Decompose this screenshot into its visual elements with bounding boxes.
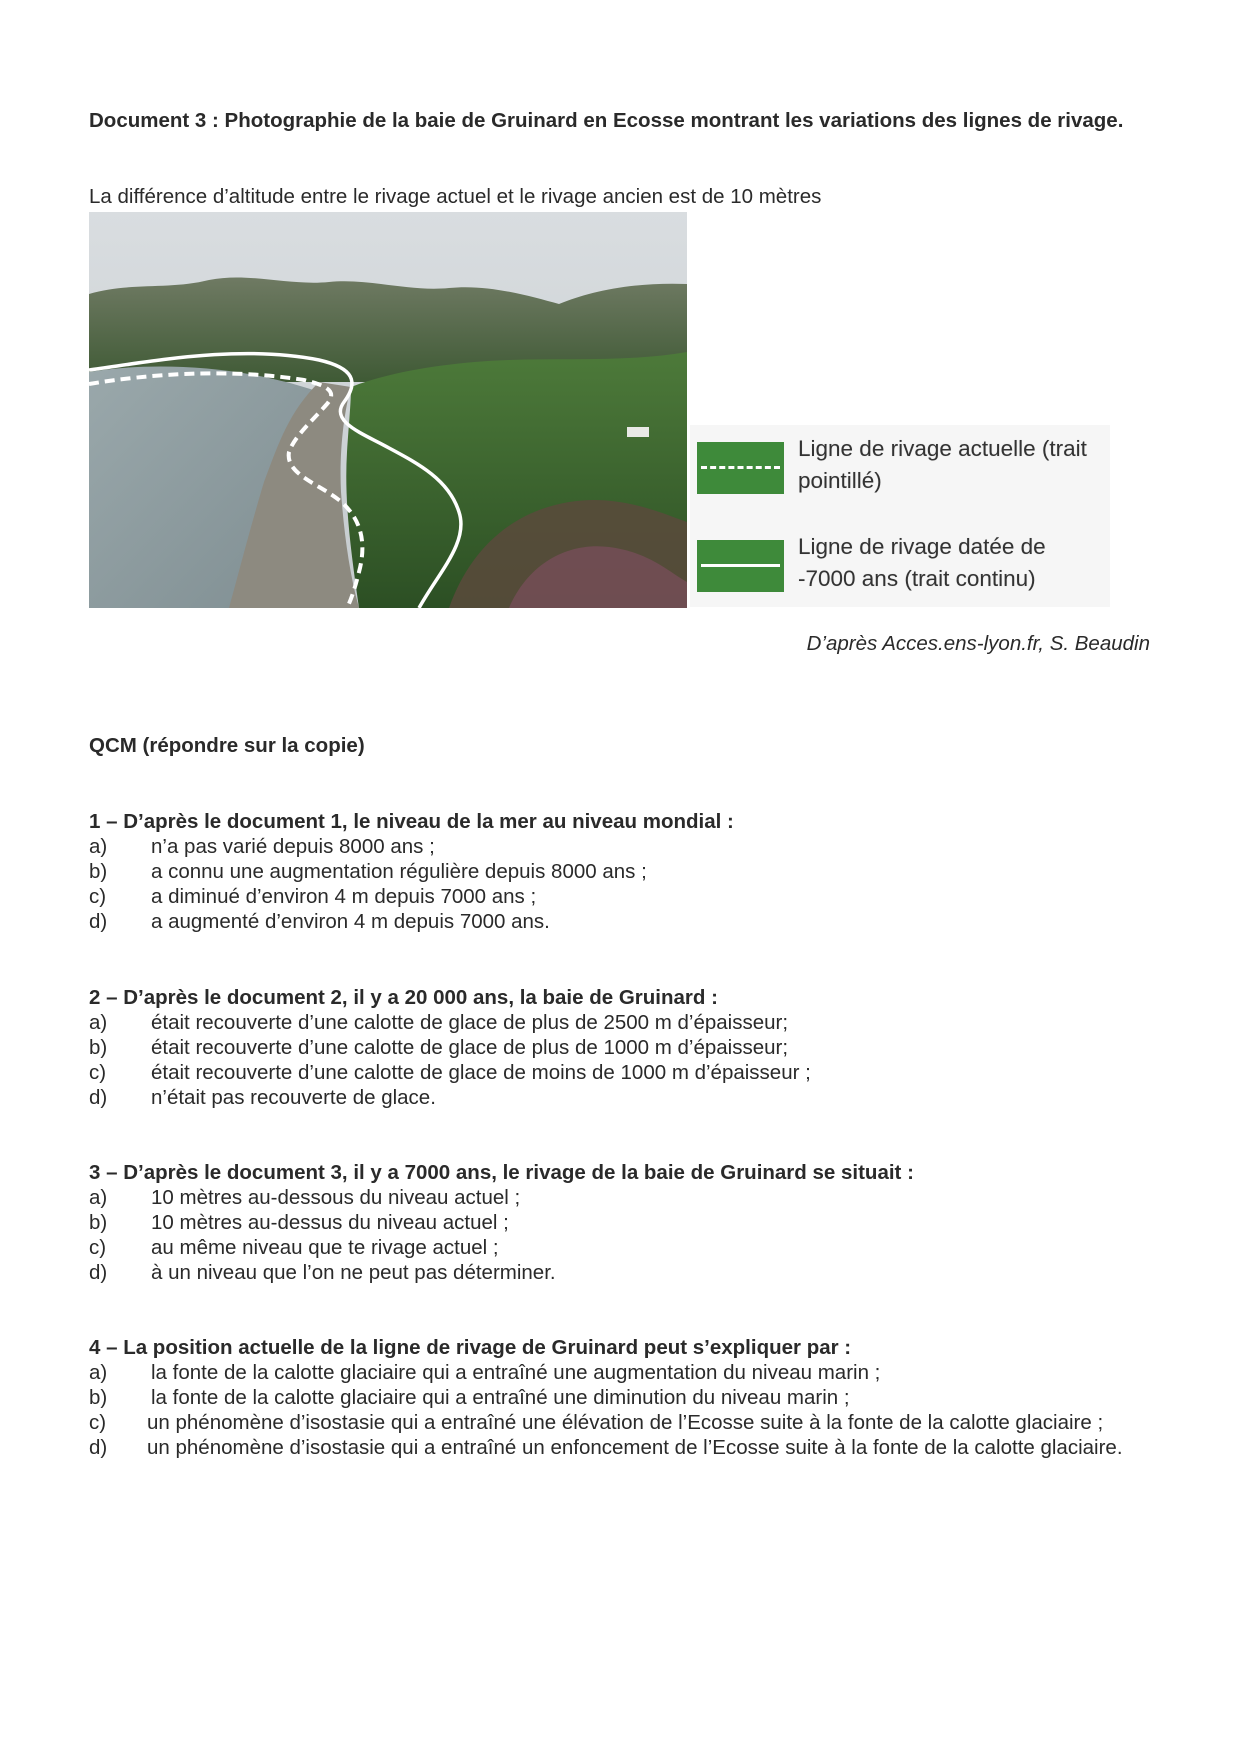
option-letter: d): [89, 1261, 108, 1284]
qcm-title: QCM (répondre sur la copie): [89, 734, 365, 757]
option-letter: b): [89, 1211, 108, 1234]
option-letter: c): [89, 885, 107, 908]
legend-current-shoreline: Ligne de rivage actuelle (trait pointillé): [798, 436, 1087, 493]
question-stem: 3 – D’après le document 3, il y a 7000 ans, le rivage de la baie de Gruinard se situait :: [89, 1161, 914, 1184]
option-c: [89, 1060, 1149, 1085]
option-d: [89, 1260, 1149, 1285]
option-text: 10 mètres au-dessous du niveau actuel ;: [151, 1186, 521, 1209]
option-c: [89, 884, 1149, 909]
option-letter: d): [89, 1086, 108, 1109]
option-letter: d): [89, 1436, 108, 1459]
option-letter: d): [89, 910, 108, 933]
option-text: n’était pas recouverte de glace.: [151, 1086, 436, 1109]
option-c: [89, 1410, 1149, 1435]
option-letter: c): [89, 1236, 107, 1259]
option-letter: a): [89, 1011, 108, 1034]
option-c: [89, 1235, 1149, 1260]
option-text: était recouverte d’une calotte de glace de plus de 1000 m d’épaisseur;: [151, 1036, 789, 1059]
option-b: [89, 1385, 1149, 1410]
option-a: [89, 1360, 1149, 1385]
option-text: était recouverte d’une calotte de glace de moins de 1000 m d’épaisseur ;: [151, 1061, 811, 1084]
option-text: n’a pas varié depuis 8000 ans ;: [151, 835, 435, 858]
question-3: [89, 1160, 1149, 1285]
option-letter: a): [89, 1186, 108, 1209]
option-letter: b): [89, 1036, 108, 1059]
option-letter: a): [89, 835, 108, 858]
option-b: [89, 1210, 1149, 1235]
option-text: au même niveau que te rivage actuel ;: [151, 1236, 499, 1259]
question-4: [89, 1335, 1149, 1460]
option-letter: b): [89, 1386, 108, 1409]
dashed-line-swatch: [697, 442, 784, 494]
option-d: [89, 1435, 1149, 1460]
solid-line-swatch: [697, 540, 784, 592]
option-b: [89, 859, 1149, 884]
question-2: [89, 985, 1149, 1110]
option-text: a connu une augmentation régulière depuis 8000 ans ;: [151, 860, 647, 883]
option-text: à un niveau que l’on ne peut pas déterminer.: [151, 1261, 556, 1284]
option-text: a diminué d’environ 4 m depuis 7000 ans ;: [151, 885, 537, 908]
option-letter: c): [89, 1411, 107, 1434]
option-text: un phénomène d’isostasie qui a entraîné une élévation de l’Ecosse suite à la fonte de la calotte glaciaire ;: [147, 1411, 1104, 1434]
question-stem: 2 – D’après le document 2, il y a 20 000 ans, la baie de Gruinard :: [89, 986, 718, 1009]
option-d: [89, 909, 1149, 934]
option-text: un phénomène d’isostasie qui a entraîné un enfoncement de l’Ecosse suite à la fonte de la calotte glaciaire.: [147, 1436, 1123, 1459]
photo-source: D’après Acces.ens-lyon.fr, S. Beaudin: [806, 632, 1150, 655]
option-letter: c): [89, 1061, 107, 1084]
document-title: Document 3 : Photographie de la baie de Gruinard en Ecosse montrant les variations des lignes de rivage.: [89, 109, 1124, 132]
option-text: a augmenté d’environ 4 m depuis 7000 ans.: [151, 910, 550, 933]
option-text: était recouverte d’une calotte de glace de plus de 2500 m d’épaisseur;: [151, 1011, 789, 1034]
option-d: [89, 1085, 1149, 1110]
option-letter: a): [89, 1361, 108, 1384]
question-stem: 1 – D’après le document 1, le niveau de la mer au niveau mondial :: [89, 810, 734, 833]
option-a: [89, 1010, 1149, 1035]
question-1: [89, 809, 1149, 934]
option-letter: b): [89, 860, 108, 883]
option-a: [89, 1185, 1149, 1210]
gruinard-bay-photo: [89, 212, 687, 608]
option-a: [89, 834, 1149, 859]
photo-legend: [690, 425, 1110, 607]
option-b: [89, 1035, 1149, 1060]
document-subtitle: La différence d’altitude entre le rivage actuel et le rivage ancien est de 10 mètres: [89, 185, 822, 208]
legend-ancient-shoreline: Ligne de rivage datée de -7000 ans (trait continu): [798, 534, 1046, 591]
option-text: 10 mètres au-dessus du niveau actuel ;: [151, 1211, 509, 1234]
option-text: la fonte de la calotte glaciaire qui a entraîné une augmentation du niveau marin ;: [151, 1361, 881, 1384]
option-text: la fonte de la calotte glaciaire qui a entraîné une diminution du niveau marin ;: [151, 1386, 850, 1409]
question-stem: 4 – La position actuelle de la ligne de rivage de Gruinard peut s’expliquer par :: [89, 1336, 852, 1359]
